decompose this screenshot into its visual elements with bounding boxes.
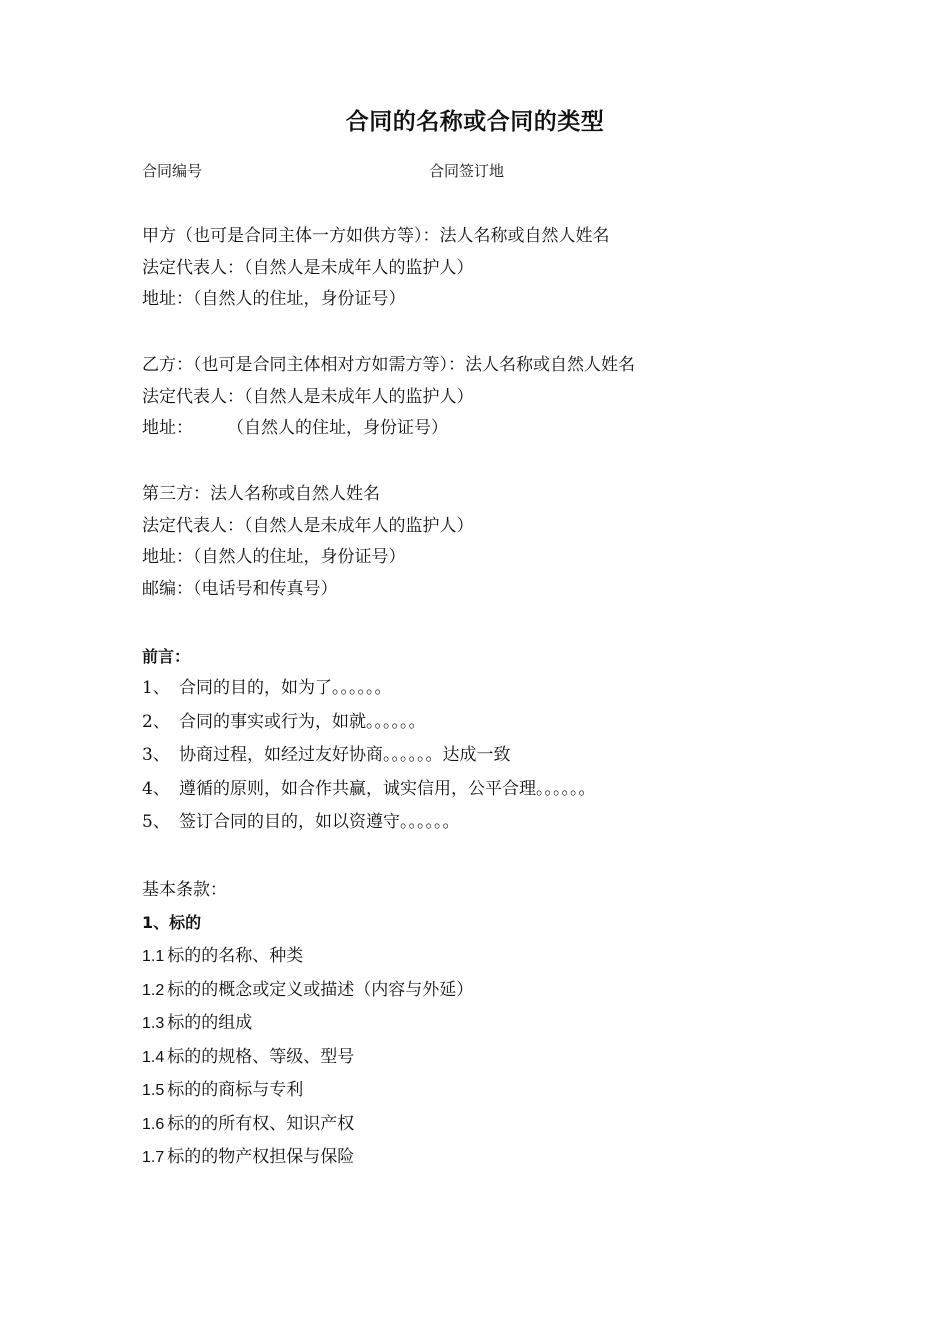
preface-item [142,672,596,706]
basic-terms-section [142,874,473,1175]
party-b-name: 乙方：（也可是合同主体相对方如需方等）：法人名称或自然人姓名 [142,355,635,375]
preface-item-number: 1、 [142,678,170,698]
preface-item-text: 合同的目的，如为了。。。。。。 [179,678,392,698]
term-item [142,940,473,974]
term-item [142,1108,473,1142]
preface-item-number: 5、 [142,812,170,832]
signing-place-label: 合同签订地 [429,162,505,180]
preface-item-text: 协商过程，如经过友好协商。。。。。。达成一致 [179,745,511,765]
term-item-text: 标的的规格、等级、型号 [167,1046,355,1067]
party-b-representative: 法定代表人：（自然人是未成年人的监护人） [142,386,474,407]
preface-heading: 前言： [142,647,191,666]
preface-item [142,739,596,773]
third-party-representative: 法定代表人：（自然人是未成年人的监护人） [142,515,474,536]
third-party-postcode: 邮编：（电话号和传真号） [142,578,338,599]
term-item-code: 1.3 [142,1015,165,1032]
basic-terms-heading: 基本条款： [142,880,227,900]
preface-item-text: 签订合同的目的，如以资遵守。。。。。。 [179,812,460,832]
term-item [142,1041,473,1075]
term-item-code: 1.4 [142,1048,165,1066]
party-a-address: 地址：（自然人的住址，身份证号） [142,289,406,309]
term-item [142,1007,473,1041]
preface-item-number: 3、 [142,745,170,765]
term-item-code: 1.2 [142,981,165,999]
term-item-code: 1.6 [142,1115,165,1133]
preface-item-text: 合同的事实或行为，如就。。。。。。 [179,711,426,732]
preface-item [142,773,596,807]
term-item-code: 1.5 [142,1082,165,1099]
party-b-section [142,350,635,445]
party-a-section [142,221,610,316]
term-item-code: 1.7 [142,1149,165,1166]
party-b-address-label: 地址： [142,418,193,438]
preface-item-number: 2、 [142,711,170,732]
preface-item-number: 4、 [142,778,170,799]
preface-item [142,806,596,840]
preface-section [142,642,596,840]
party-b-address-value: （自然人的住址，身份证号） [227,418,448,438]
section-1-title: 1、标的 [142,913,202,932]
third-party-address: 地址：（自然人的住址，身份证号） [142,547,406,567]
term-item [142,974,473,1008]
third-party-section [142,479,474,605]
term-item [142,1074,473,1108]
party-a-representative: 法定代表人：（自然人是未成年人的监护人） [142,257,474,278]
contract-number-label: 合同编号 [142,162,203,180]
term-item-text: 标的的组成 [167,1013,253,1033]
preface-item [142,706,596,740]
party-b-address [142,413,635,445]
document-title: 合同的名称或合同的类型 [345,109,605,135]
term-item-text: 标的的概念或定义或描述（内容与外延） [167,979,474,1000]
preface-item-text: 遵循的原则，如合作共赢，诚实信用，公平合理。。。。。。 [179,778,596,799]
term-item-text: 标的的商标与专利 [167,1080,304,1100]
term-item-text: 标的的所有权、知识产权 [167,1113,355,1134]
term-item-code: 1.1 [142,948,165,965]
party-a-name: 甲方（也可是合同主体一方如供方等）：法人名称或自然人姓名 [142,226,610,246]
third-party-name: 第三方：法人名称或自然人姓名 [142,484,380,504]
term-item-text: 标的的名称、种类 [167,946,304,966]
term-item-text: 标的的物产权担保与保险 [167,1147,355,1167]
term-item [142,1141,473,1175]
